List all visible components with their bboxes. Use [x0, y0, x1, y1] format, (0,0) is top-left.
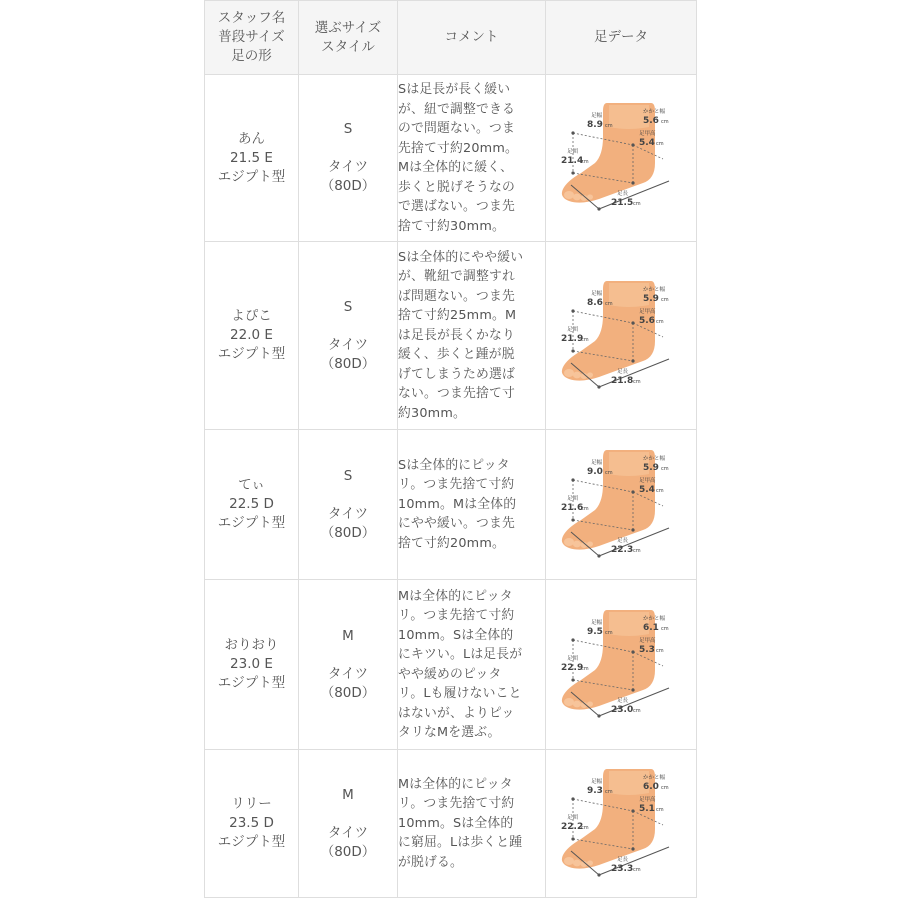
- staff-cell: [205, 430, 299, 580]
- svg-text:cm: cm: [581, 336, 589, 343]
- usual-size: 23.0 E: [230, 656, 273, 672]
- svg-text:cm: cm: [581, 824, 589, 831]
- foot-data-cell: [546, 430, 697, 580]
- length-value: 23.3: [611, 863, 634, 874]
- comment-cell: Sは全体的にやや緩い が、靴紐で調整すれ ば問題ない。つま先 捨て寸約25mm。M は足長が長くかなり 緩く、歩くと踵が脱 げてしまうため選ば ない。つま先捨て寸 約30mm。: [398, 242, 546, 430]
- svg-text:cm: cm: [605, 629, 613, 636]
- svg-text:cm: cm: [633, 866, 641, 873]
- instep-label: 足甲高: [639, 637, 656, 644]
- foot-diagram: [559, 444, 683, 566]
- width-label: 足幅: [591, 113, 603, 119]
- style: タイツ: [327, 336, 369, 353]
- ball-girth-value: 22.2: [561, 821, 584, 832]
- chosen-size: M: [342, 627, 354, 644]
- comment-cell: Mは全体的にピッタ リ。つま先捨て寸約 10mm。Sは全体的 に窮屈。Lは歩くと踵 が脱げる。: [398, 750, 546, 898]
- foot-data-cell: [546, 242, 697, 430]
- ball-girth-label: 足囲: [567, 149, 579, 155]
- length-label: 足長: [617, 537, 629, 544]
- svg-text:cm: cm: [605, 469, 613, 476]
- foot-diagram: [559, 97, 683, 219]
- length-value: 23.0: [611, 704, 634, 715]
- staff-name: あん: [238, 130, 265, 147]
- chosen-size: S: [343, 298, 353, 315]
- heel-width-value: 6.0: [643, 781, 659, 792]
- heel-width-label: かかと幅: [643, 109, 666, 115]
- foot-shape: エジプト型: [217, 515, 286, 531]
- width-value: 9.3: [587, 785, 603, 796]
- instep-label: 足甲高: [639, 131, 656, 137]
- instep-label: 足甲高: [639, 477, 656, 484]
- svg-text:cm: cm: [661, 784, 669, 791]
- ball-girth-label: 足囲: [567, 326, 579, 333]
- ball-girth-label: 足囲: [567, 814, 579, 821]
- chosen-size: S: [343, 467, 353, 484]
- length-label: 足長: [617, 368, 629, 375]
- staff-name: リリー: [231, 796, 272, 812]
- foot-data-cell: [546, 750, 697, 898]
- table-row: [205, 750, 697, 898]
- width-value: 8.6: [587, 297, 603, 308]
- ball-girth-value: 21.9: [561, 333, 584, 344]
- style: タイツ: [327, 665, 369, 682]
- foot-shape: エジプト型: [217, 834, 286, 850]
- svg-text:cm: cm: [581, 665, 589, 672]
- svg-text:cm: cm: [656, 318, 664, 325]
- usual-size: 22.5 D: [229, 496, 274, 512]
- foot-shape: エジプト型: [217, 168, 286, 185]
- header-choice: 選ぶサイズ スタイル: [299, 1, 398, 75]
- table-row: [205, 430, 697, 580]
- heel-width-value: 5.6: [643, 116, 659, 126]
- staff-cell: [205, 75, 299, 242]
- usual-size: 22.0 E: [230, 327, 273, 343]
- instep-label: 足甲高: [639, 796, 656, 803]
- instep-value: 5.6: [639, 315, 655, 326]
- svg-text:cm: cm: [661, 625, 669, 632]
- width-value: 8.9: [587, 120, 603, 130]
- svg-text:cm: cm: [633, 707, 641, 714]
- style-den: （80D）: [320, 355, 376, 372]
- usual-size: 23.5 D: [229, 815, 274, 831]
- width-value: 9.0: [587, 466, 603, 477]
- instep-value: 5.4: [639, 484, 655, 495]
- ball-girth-label: 足囲: [567, 655, 579, 662]
- choice-cell: [299, 75, 398, 242]
- heel-width-value: 6.1: [643, 622, 659, 633]
- heel-width-label: かかと幅: [643, 286, 666, 293]
- svg-text:cm: cm: [656, 647, 664, 654]
- header-staff: スタッフ名 普段サイズ 足の形: [205, 1, 299, 75]
- comment-cell: Sは足長が長く緩い が、紐で調整できる ので問題ない。つま 先捨て寸約20mm。 Mは全体的に緩く、 歩くと脱げそうなの で選ばない。つま先 捨て寸約30mm。: [398, 75, 546, 242]
- heel-width-value: 5.9: [643, 462, 659, 473]
- size-table: [204, 0, 697, 898]
- choice-cell: [299, 750, 398, 898]
- svg-text:cm: cm: [605, 788, 613, 795]
- width-label: 足幅: [591, 459, 603, 466]
- width-label: 足幅: [591, 778, 603, 785]
- style: タイツ: [327, 159, 369, 175]
- heel-width-label: かかと幅: [643, 615, 666, 622]
- svg-text:cm: cm: [605, 123, 613, 129]
- staff-name: よぴこ: [231, 308, 272, 324]
- style-den: （80D）: [320, 524, 376, 541]
- foot-diagram: [559, 275, 683, 397]
- svg-text:cm: cm: [661, 296, 669, 303]
- length-label: 足長: [617, 856, 629, 863]
- svg-text:cm: cm: [656, 806, 664, 813]
- length-value: 22.3: [611, 544, 634, 555]
- comment-cell: Sは全体的にピッタ リ。つま先捨て寸約 10mm。Mは全体的 にやや緩い。つま先 捨て寸約20mm。: [398, 430, 546, 580]
- staff-name: てぃ: [238, 477, 265, 493]
- width-label: 足幅: [591, 290, 603, 297]
- usual-size: 21.5 E: [230, 149, 273, 166]
- svg-text:cm: cm: [633, 201, 641, 207]
- ball-girth-label: 足囲: [567, 495, 579, 502]
- style-den: （80D）: [320, 843, 376, 860]
- staff-cell: [205, 242, 299, 430]
- style-den: （80D）: [320, 178, 376, 194]
- heel-width-value: 5.9: [643, 293, 659, 304]
- svg-text:cm: cm: [656, 487, 664, 494]
- foot-shape: エジプト型: [217, 675, 286, 691]
- width-value: 9.5: [587, 626, 603, 637]
- comment-cell: Mは全体的にピッタ リ。つま先捨て寸約 10mm。Sは全体的 にキツい。Lは足長が やや緩めのピッタ リ。Lも履けないこと はないが、よりピッ タリなMを選ぶ。: [398, 580, 546, 750]
- header-row: [205, 1, 697, 75]
- chosen-size: M: [342, 786, 354, 803]
- chosen-size: S: [343, 121, 353, 137]
- foot-diagram: [559, 604, 683, 726]
- foot-data-cell: [546, 75, 697, 242]
- header-foot: 足データ: [546, 1, 697, 75]
- choice-cell: [299, 430, 398, 580]
- ball-girth-value: 21.6: [561, 502, 584, 513]
- instep-value: 5.3: [639, 644, 655, 655]
- table-row: [205, 580, 697, 750]
- instep-value: 5.1: [639, 803, 655, 814]
- svg-text:cm: cm: [605, 300, 613, 307]
- heel-width-label: かかと幅: [643, 455, 666, 462]
- length-value: 21.5: [611, 198, 634, 208]
- svg-text:cm: cm: [581, 159, 589, 165]
- header-comment: コメント: [398, 1, 546, 75]
- ball-girth-value: 22.9: [561, 662, 584, 673]
- staff-cell: [205, 580, 299, 750]
- svg-text:cm: cm: [661, 119, 669, 125]
- width-label: 足幅: [591, 619, 603, 626]
- style: タイツ: [327, 824, 369, 841]
- svg-text:cm: cm: [661, 465, 669, 472]
- svg-text:cm: cm: [581, 505, 589, 512]
- foot-data-cell: [546, 580, 697, 750]
- svg-text:cm: cm: [633, 378, 641, 385]
- ball-girth-value: 21.4: [561, 156, 584, 166]
- staff-name: おりおり: [224, 637, 279, 653]
- choice-cell: [299, 242, 398, 430]
- heel-width-label: かかと幅: [643, 774, 666, 781]
- style-den: （80D）: [320, 684, 376, 701]
- svg-text:cm: cm: [656, 141, 664, 147]
- foot-shape: エジプト型: [217, 346, 286, 362]
- length-value: 21.8: [611, 375, 634, 386]
- length-label: 足長: [617, 191, 629, 197]
- svg-text:cm: cm: [633, 547, 641, 554]
- staff-cell: [205, 750, 299, 898]
- instep-label: 足甲高: [639, 308, 656, 315]
- foot-diagram: [559, 763, 683, 885]
- table-row: [205, 75, 697, 242]
- table-row: [205, 242, 697, 430]
- instep-value: 5.4: [639, 138, 655, 148]
- choice-cell: [299, 580, 398, 750]
- length-label: 足長: [617, 697, 629, 704]
- style: タイツ: [327, 505, 369, 522]
